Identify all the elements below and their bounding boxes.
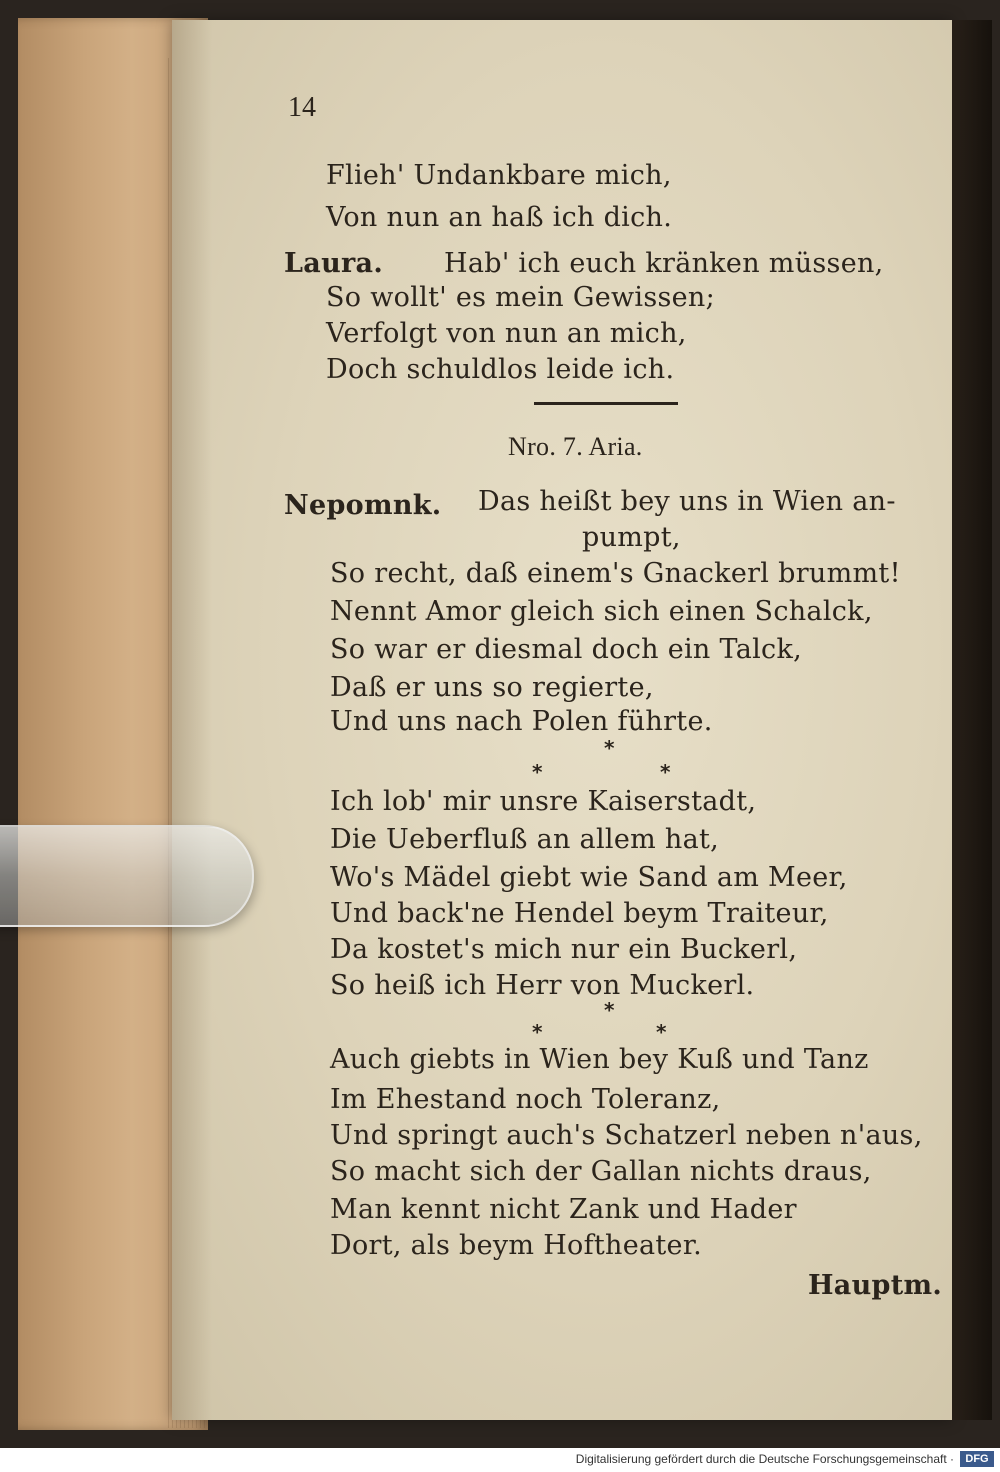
verse-line: Auch giebts in Wien bey Kuß und Tanz — [330, 1044, 869, 1075]
separator-asterisk: * — [604, 998, 615, 1022]
footer-bar — [0, 1448, 1000, 1472]
verse-line: Man kennt nicht Zank und Hader — [330, 1194, 797, 1225]
separator-asterisk: * — [532, 760, 543, 784]
verse-line: Dort, als beym Hoftheater. — [330, 1230, 702, 1261]
speaker-laura: Laura. — [284, 248, 384, 279]
separator-asterisk: * — [660, 760, 671, 784]
verse-line: Die Ueberfluß an allem hat, — [330, 824, 720, 855]
verse-line: Und springt auch's Schatzerl neben n'aus, — [330, 1120, 923, 1151]
separator-asterisk: * — [604, 736, 615, 760]
gutter-shadow — [172, 20, 212, 1420]
verse-line-continuation: pumpt, — [582, 522, 681, 553]
speaker-nepomuk: Nepomnk. — [284, 490, 442, 521]
section-divider — [534, 402, 678, 405]
dfg-logo: DFG — [960, 1451, 994, 1467]
separator-asterisk: * — [656, 1020, 667, 1044]
verse-line: Nennt Amor gleich sich einen Schalck, — [330, 596, 873, 627]
verse-line: So war er diesmal doch ein Talck, — [330, 634, 802, 665]
verse-line: Und uns nach Polen führte. — [330, 706, 713, 737]
catchword: Hauptm. — [808, 1270, 943, 1301]
verse-line: Flieh' Undankbare mich, — [326, 160, 672, 191]
page-holder-clip — [0, 825, 254, 927]
verse-line: So recht, daß einem's Gnackerl brummt! — [330, 558, 901, 589]
verse-line: So heiß ich Herr von Muckerl. — [330, 970, 755, 1001]
verse-line: Von nun an haß ich dich. — [326, 202, 673, 233]
verse-line: Wo's Mädel giebt wie Sand am Meer, — [330, 862, 848, 893]
footer-credit: Digitalisierung gefördert durch die Deutsche Forschungsgemeinschaft · — [575, 1452, 954, 1466]
separator-asterisk: * — [532, 1020, 543, 1044]
book-page — [172, 20, 952, 1420]
verse-line: So wollt' es mein Gewissen; — [326, 282, 716, 313]
verse-line: Das heißt bey uns in Wien an- — [478, 486, 896, 517]
verse-line: Doch schuldlos leide ich. — [326, 354, 675, 385]
verse-line: Im Ehestand noch Toleranz, — [330, 1084, 721, 1115]
verse-line: Und back'ne Hendel beym Traiteur, — [330, 898, 829, 929]
verse-line: Ich lob' mir unsre Kaiserstadt, — [330, 786, 757, 817]
verse-line: Hab' ich euch kränken müssen, — [444, 248, 884, 279]
verse-line: Da kostet's mich nur ein Buckerl, — [330, 934, 798, 965]
page-number: 14 — [288, 92, 316, 123]
verse-line: So macht sich der Gallan nichts draus, — [330, 1156, 872, 1187]
verse-line: Verfolgt von nun an mich, — [326, 318, 687, 349]
page-right-shadow — [952, 20, 992, 1420]
verse-line: Daß er uns so regierte, — [330, 672, 654, 703]
aria-heading: Nro. 7. Aria. — [508, 432, 643, 461]
